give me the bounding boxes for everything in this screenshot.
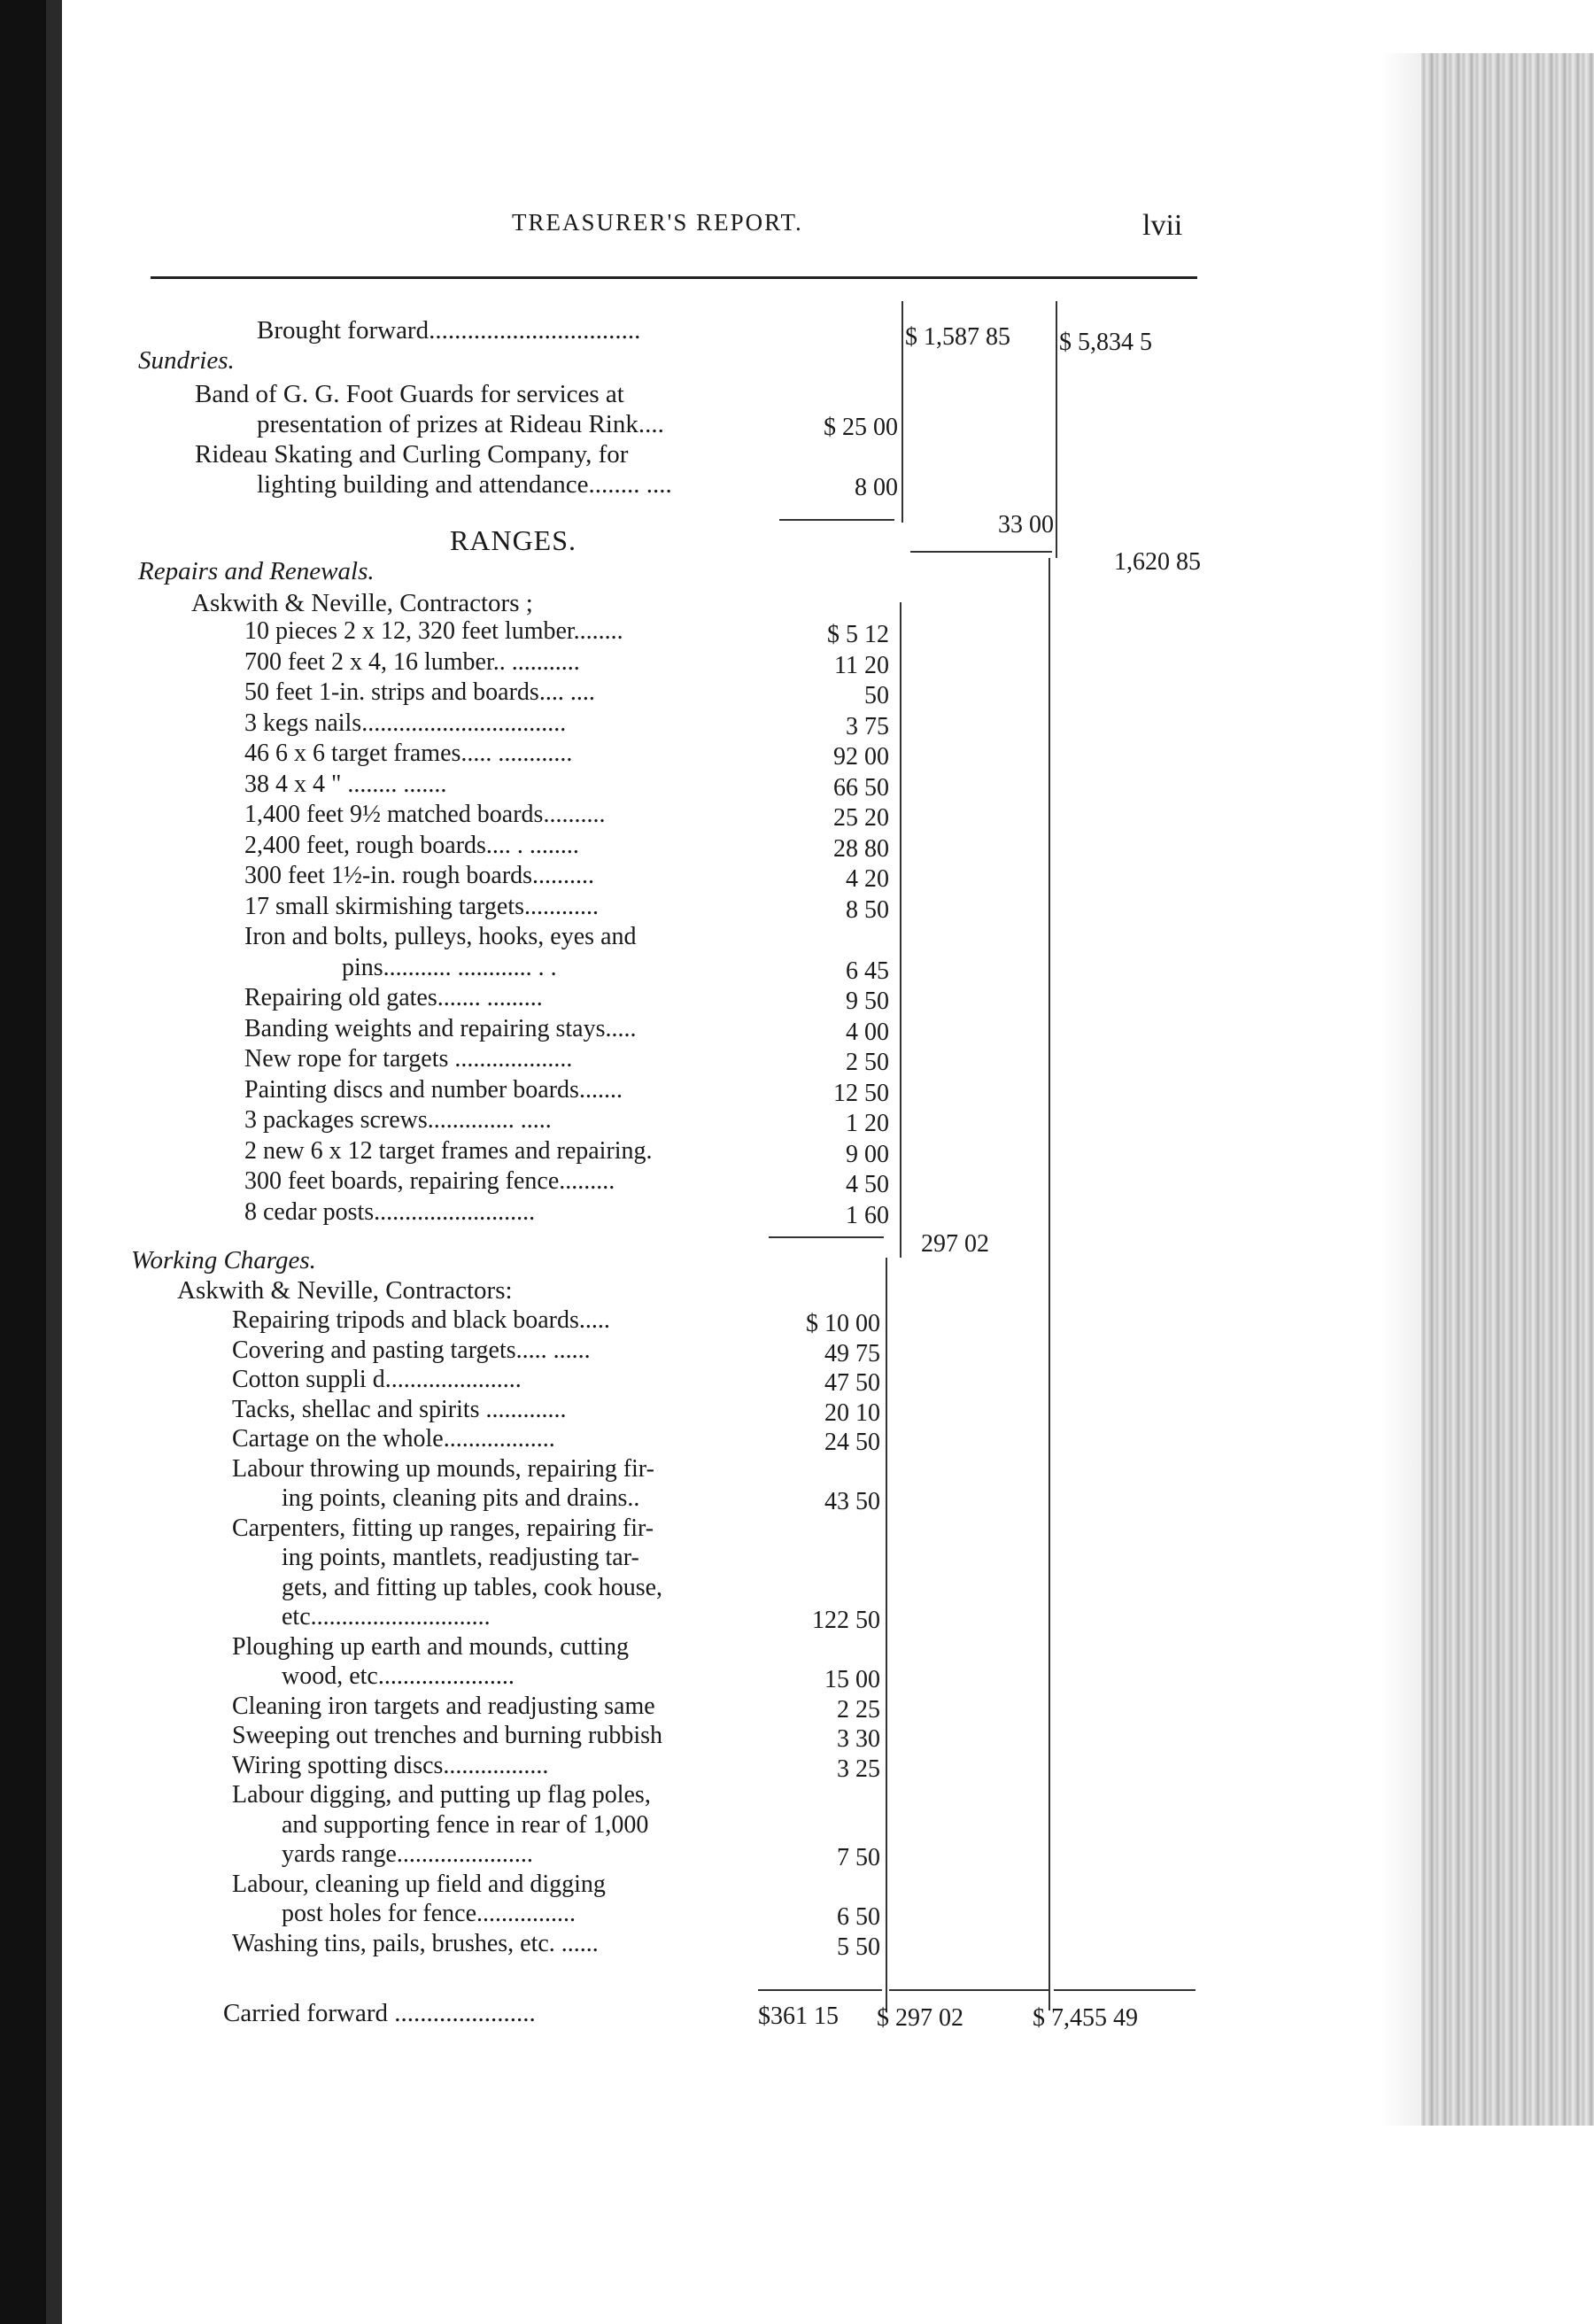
list-item-amount: 50 xyxy=(864,682,889,709)
list-item-amount: 6 45 xyxy=(846,957,889,985)
list-item-desc: 300 feet boards, repairing fence......... xyxy=(244,1167,615,1195)
list-item-desc: Sweeping out trenches and burning rubbish xyxy=(232,1722,663,1749)
working-contractor: Askwith & Neville, Contractors: xyxy=(177,1276,513,1305)
scan-border-shadow xyxy=(46,0,62,2324)
sundries-line2-amount: $ 25 00 xyxy=(824,414,898,441)
list-item-amount: $ 10 00 xyxy=(806,1310,880,1337)
list-item-desc: Cleaning iron targets and readjusting same xyxy=(232,1692,655,1720)
list-item-desc: Labour throwing up mounds, repairing fir- xyxy=(232,1454,654,1483)
sundries-line3: Rideau Skating and Curling Company, for xyxy=(195,440,629,469)
list-item-desc: Wiring spotting discs................. xyxy=(232,1751,549,1779)
list-item-desc: etc............................. xyxy=(282,1603,491,1631)
repairs-contractor: Askwith & Neville, Contractors ; xyxy=(191,589,533,617)
list-item-amount: 6 50 xyxy=(837,1903,880,1931)
list-item-desc: ing points, cleaning pits and drains.. xyxy=(282,1484,640,1512)
repairs-subtotal: 297 02 xyxy=(921,1230,989,1258)
list-item-amount: 47 50 xyxy=(824,1369,880,1397)
list-item-desc: Cartage on the whole.................. xyxy=(232,1425,555,1452)
list-item-amount: 24 50 xyxy=(824,1429,880,1456)
list-item-amount: 2 25 xyxy=(837,1695,880,1724)
list-item-desc: Repairing old gates....... ......... xyxy=(244,984,543,1011)
running-title: TREASURER'S REPORT. xyxy=(512,209,803,236)
list-item-amount: 15 00 xyxy=(824,1666,880,1693)
list-item-amount: 3 25 xyxy=(837,1755,880,1783)
list-item-desc: and supporting fence in rear of 1,000 xyxy=(282,1810,649,1839)
list-item-amount: 25 20 xyxy=(833,804,889,832)
subtotal-underline xyxy=(910,551,1052,553)
list-item-desc: Washing tins, pails, brushes, etc. ...... xyxy=(232,1929,599,1957)
list-item-amount: 43 50 xyxy=(824,1488,880,1515)
sundries-underline xyxy=(779,519,894,521)
list-item-amount: 3 75 xyxy=(846,712,889,740)
list-item-amount: 12 50 xyxy=(833,1079,889,1107)
list-item-desc: 46 6 x 6 target frames..... ............ xyxy=(244,740,573,767)
carried-underline-2 xyxy=(889,1989,1048,1991)
repairs-heading: Repairs and Renewals. xyxy=(138,557,375,585)
column-rule-1-top xyxy=(901,301,903,523)
working-heading: Working Charges. xyxy=(131,1246,316,1274)
list-item-desc: Iron and bolts, pulleys, hooks, eyes and xyxy=(244,923,637,950)
list-item-amount: 66 50 xyxy=(833,773,889,802)
carried-underline-1 xyxy=(758,1989,882,1991)
list-item-amount: 28 80 xyxy=(833,834,889,863)
list-item-desc: gets, and fitting up tables, cook house, xyxy=(282,1573,663,1601)
list-item-amount: 20 10 xyxy=(824,1398,880,1427)
column-rule-2-top xyxy=(1056,301,1057,558)
ranges-heading: RANGES. xyxy=(450,524,577,556)
list-item-desc: Tacks, shellac and spirits ............. xyxy=(232,1395,567,1423)
carried-forward-col3: $ 7,455 49 xyxy=(1033,2004,1138,2032)
list-item-amount: 7 50 xyxy=(837,1844,880,1871)
carried-forward-label: Carried forward ...................... xyxy=(223,1999,536,2027)
list-item-desc: 1,400 feet 9½ matched boards.......... xyxy=(244,801,606,828)
sundries-subtotal: 33 00 xyxy=(998,511,1054,538)
header-rule xyxy=(151,276,1197,279)
list-item-amount: 4 00 xyxy=(846,1018,889,1046)
list-item-desc: 50 feet 1-in. strips and boards.... .... xyxy=(244,678,595,706)
sundries-line4: lighting building and attendance........ .... xyxy=(257,470,672,499)
sundries-line1: Band of G. G. Foot Guards for services at xyxy=(195,380,624,408)
list-item-amount: 122 50 xyxy=(812,1607,880,1634)
list-item-amount: 8 50 xyxy=(846,895,889,924)
list-item-amount: 2 50 xyxy=(846,1049,889,1076)
list-item-desc: post holes for fence................ xyxy=(282,1900,576,1927)
brought-forward-label: Brought forward................................. xyxy=(257,316,641,345)
list-item-desc: New rope for targets ................... xyxy=(244,1045,573,1073)
list-item-amount: 1 60 xyxy=(846,1201,889,1229)
list-item-desc: pins........... ............ . . xyxy=(342,953,557,981)
list-item-desc: Covering and pasting targets..... ...... xyxy=(232,1336,591,1364)
list-item-desc: 2 new 6 x 12 target frames and repairing. xyxy=(244,1136,653,1165)
page-number: lvii xyxy=(1142,209,1183,242)
brought-forward-col3: $ 5,834 5 xyxy=(1059,329,1152,356)
list-item-desc: 300 feet 1½-in. rough boards.......... xyxy=(244,862,595,889)
list-item-desc: 10 pieces 2 x 12, 320 feet lumber........ xyxy=(244,617,623,645)
sundries-section-total: 1,620 85 xyxy=(1114,548,1201,576)
list-item-amount: 92 00 xyxy=(833,743,889,771)
list-item-desc: Carpenters, fitting up ranges, repairing fir- xyxy=(232,1514,654,1542)
column-rule-1-mid xyxy=(900,602,901,1258)
carried-forward-col1: $361 15 xyxy=(758,2003,839,2030)
list-item-amount: 9 00 xyxy=(846,1140,889,1168)
sundries-heading: Sundries. xyxy=(138,346,235,375)
list-item-desc: ing points, mantlets, readjusting tar- xyxy=(282,1544,639,1571)
list-item-desc: 2,400 feet, rough boards.... . ........ xyxy=(244,831,579,859)
list-item-amount: 3 30 xyxy=(837,1725,880,1753)
brought-forward-col2: $ 1,587 85 xyxy=(905,323,1010,351)
carried-forward-col2: $ 297 02 xyxy=(877,2004,963,2032)
list-item-amount: 4 50 xyxy=(846,1171,889,1198)
list-item-desc: Labour, cleaning up field and digging xyxy=(232,1870,606,1898)
list-item-amount: 11 20 xyxy=(834,651,889,679)
page-edge-texture xyxy=(1421,53,1594,2126)
list-item-amount: 5 50 xyxy=(837,1933,880,1961)
list-item-amount: 49 75 xyxy=(824,1339,880,1367)
list-item-amount: $ 5 12 xyxy=(827,621,889,648)
carried-underline-3 xyxy=(1054,1989,1196,1991)
repairs-underline xyxy=(769,1236,884,1238)
list-item-desc: wood, etc...................... xyxy=(282,1662,515,1690)
list-item-amount: 1 20 xyxy=(846,1110,889,1137)
list-item-desc: 3 packages screws.............. ..... xyxy=(244,1106,552,1134)
list-item-desc: Banding weights and repairing stays..... xyxy=(244,1014,637,1042)
list-item-desc: Cotton suppli d...................... xyxy=(232,1366,522,1393)
list-item-amount: 4 20 xyxy=(846,865,889,893)
sundries-line4-amount: 8 00 xyxy=(855,474,898,501)
list-item-desc: 38 4 x 4 " ........ ....... xyxy=(244,770,447,798)
column-rule-1-bottom xyxy=(886,1258,887,2012)
list-item-desc: 8 cedar posts.......................... xyxy=(244,1197,536,1226)
list-item-desc: yards range...................... xyxy=(282,1840,533,1868)
list-item-desc: Labour digging, and putting up flag poles, xyxy=(232,1781,651,1809)
list-item-desc: Ploughing up earth and mounds, cutting xyxy=(232,1632,629,1661)
column-rule-2 xyxy=(1048,558,1050,2010)
list-item-desc: Repairing tripods and black boards..... xyxy=(232,1306,610,1334)
list-item-desc: 3 kegs nails................................. xyxy=(244,709,567,737)
list-item-desc: 17 small skirmishing targets............ xyxy=(244,892,600,920)
list-item-desc: 700 feet 2 x 4, 16 lumber.. ........... xyxy=(244,647,580,676)
list-item-desc: Painting discs and number boards....... xyxy=(244,1075,623,1104)
sundries-line2: presentation of prizes at Rideau Rink.... xyxy=(257,410,664,438)
list-item-amount: 9 50 xyxy=(846,988,889,1015)
